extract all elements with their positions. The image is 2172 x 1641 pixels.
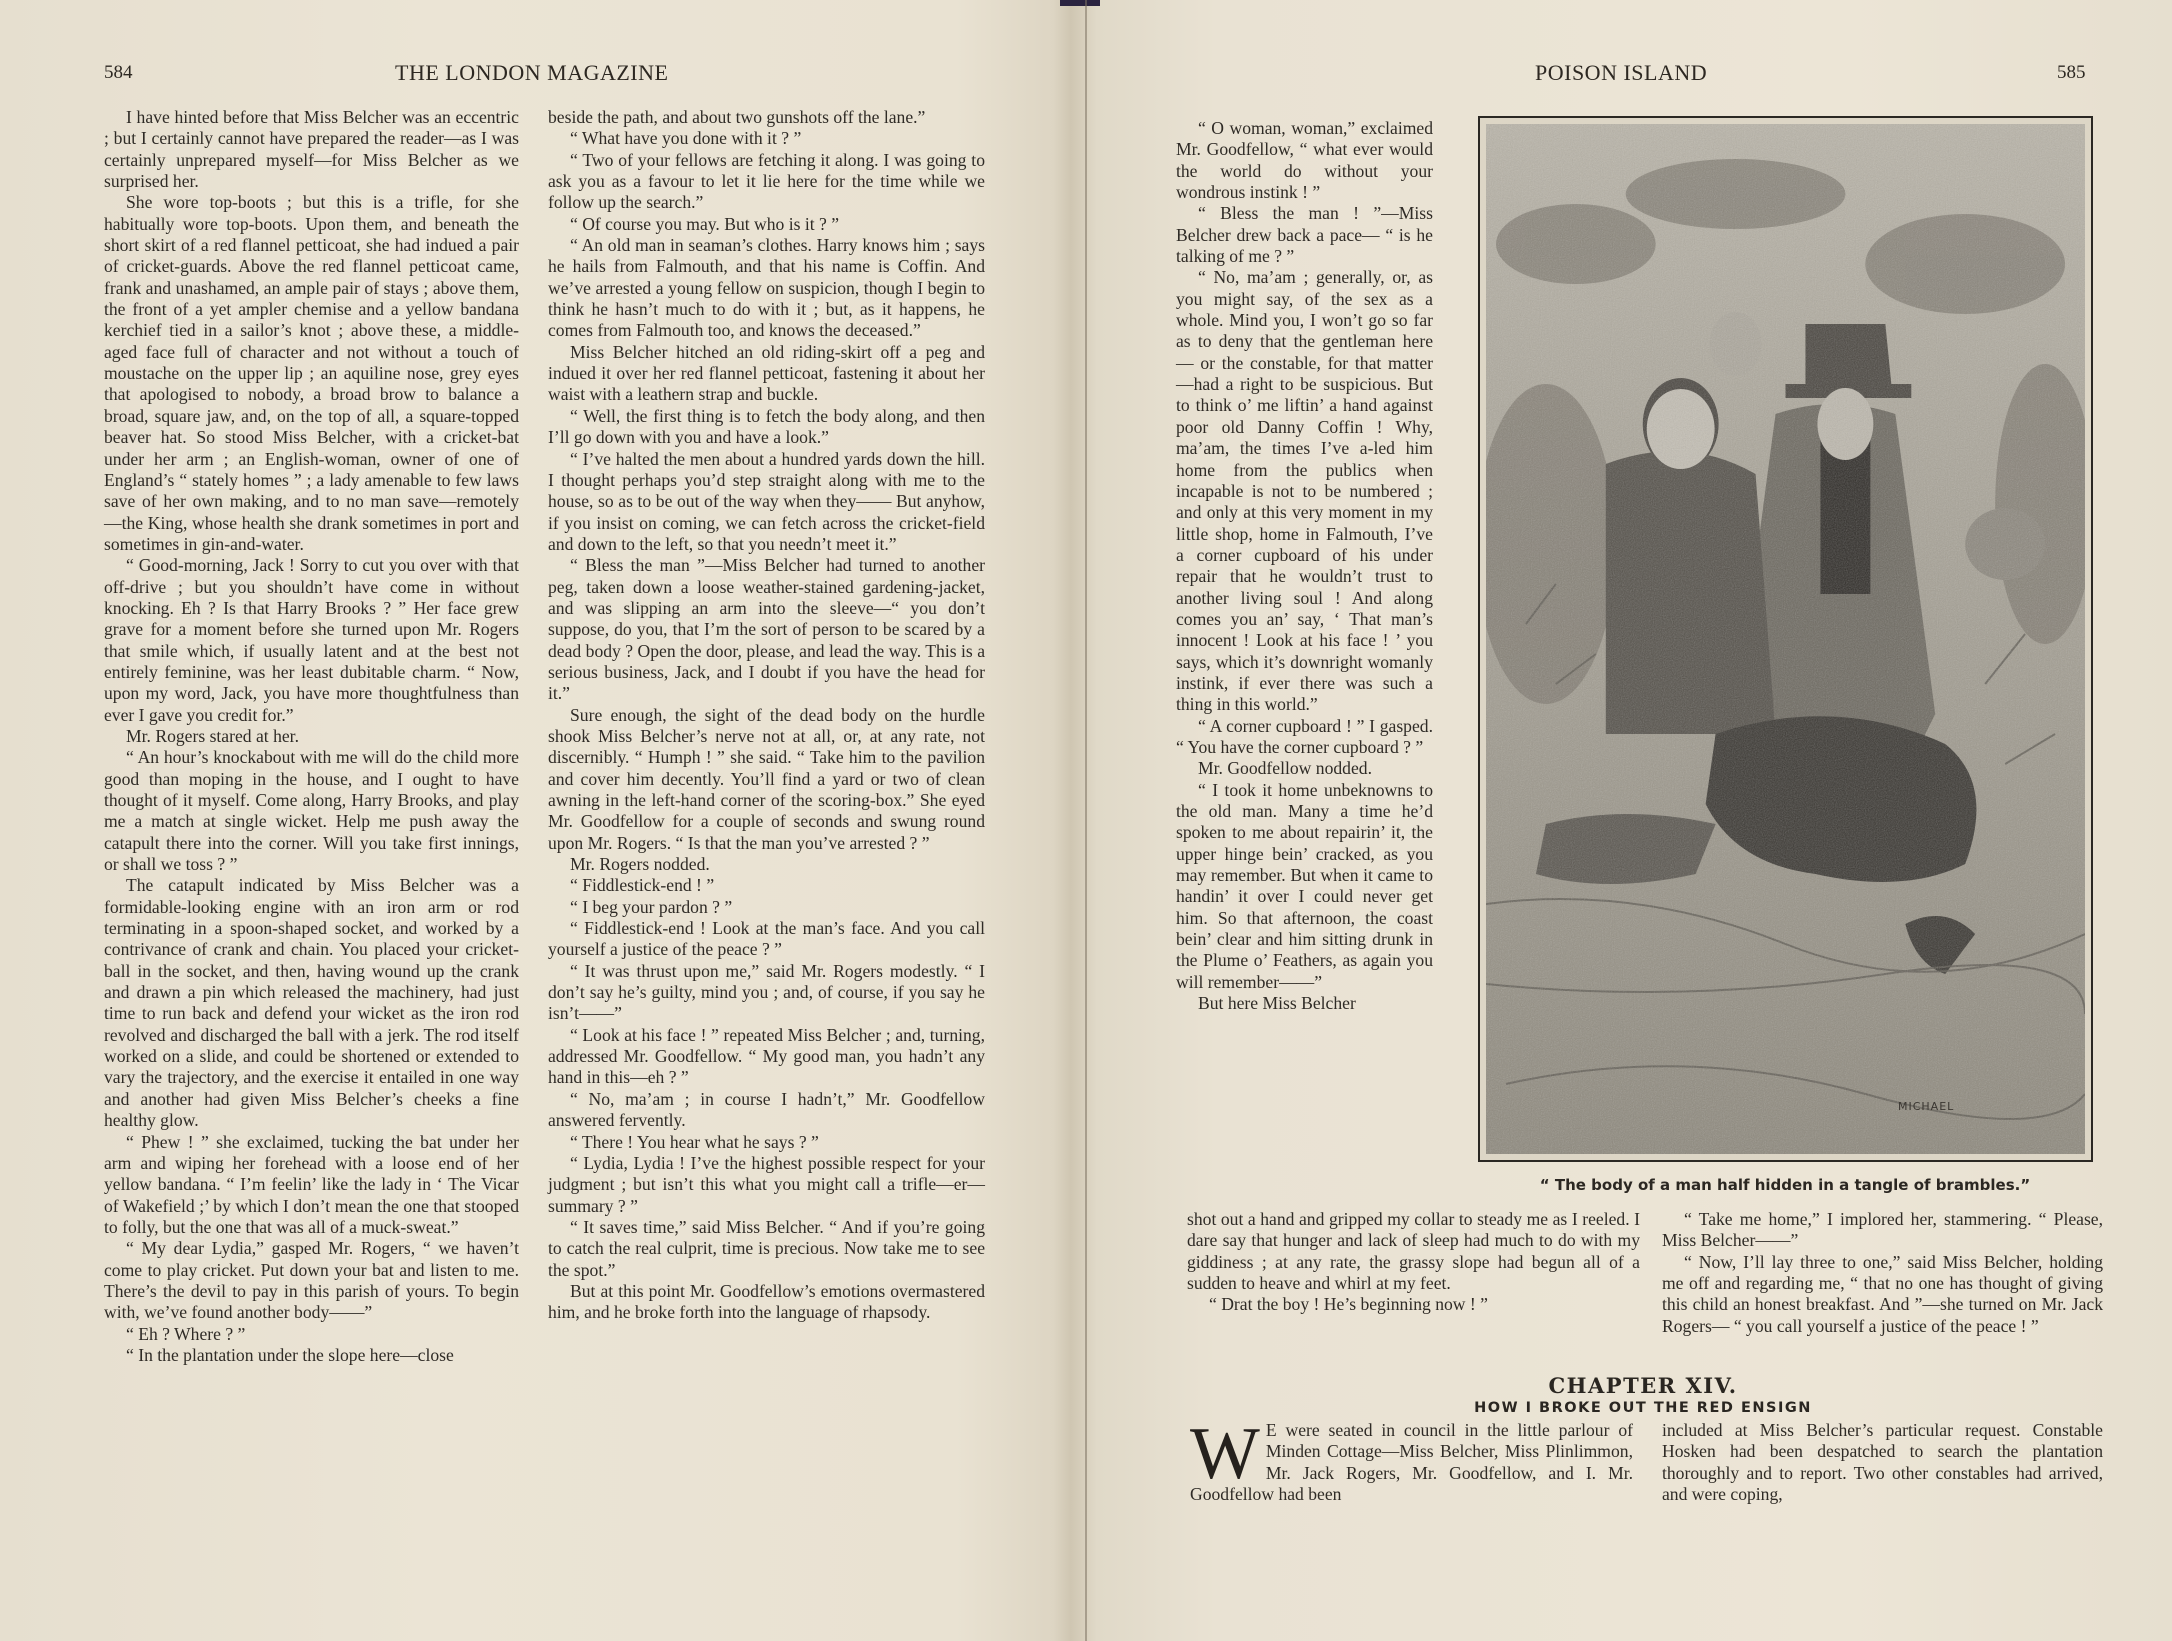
- paragraph: “ Fiddlestick-end ! ”: [570, 875, 715, 896]
- chapter-title: CHAPTER XIV.: [1548, 1373, 1738, 1398]
- paragraph: “ Fiddlestick-end ! Look at the man’s face. And you call yourself a justice of the peace ? ”: [548, 918, 985, 960]
- paragraph: “ Well, the first thing is to fetch the body along, and then I’ll go down with you and have a look.”: [548, 405, 985, 448]
- paragraph: Sure enough, the sight of the dead body on the hurdle shook Miss Belcher’s nerve not at all, or, at any rate, not discernibly. “ Humph ! ” she said. “ Take him to the pavilion and cover him decently. You’ll find a yard or two of clean awning in the left-hand corner of the scoring-box.” She eyed Mr. Goodfellow for a couple of seconds and swung round upon Mr. Rogers. “ Is that the man you’ve arrested ? ”: [548, 704, 985, 853]
- paragraph: “ Bless the man ”—Miss Belcher had turned to another peg, taken down a loose weather-stained gardening-jacket, and was slipping an arm into the sleeve—“ you don’t suppose, do you, that I’m the sort of person to be scared by a dead body ? Open the door, please, and lead the way. This is a serious business, Jack, and I doubt if you have the head for it.”: [548, 555, 985, 704]
- running-head-left: THE LONDON MAGAZINE: [395, 60, 669, 85]
- left-page-column-2: [548, 107, 985, 1324]
- paragraph: I have hinted before that Miss Belcher was an eccentric ; but I certainly cannot have prepared the reader—as I was certainly unprepared myself—for Miss Belcher as we surprised her.: [104, 107, 519, 192]
- illustration: [1478, 116, 2093, 1162]
- illustrator-signature: MICHAEL: [1898, 1100, 1955, 1113]
- paragraph: “ I took it home unbeknowns to the old man. Many a time he’d spoken to me about repairin’ it, the upper hinge bein’ cracked, as you may remember. But when it came to handin’ it over I could never get him. So that afternoon, the coast bein’ clear and him sitting drunk in the Plume o’ Feathers, as again you will remember——”: [1176, 779, 1433, 992]
- running-head-right: POISON ISLAND: [1535, 60, 1708, 85]
- binding-edge: [1060, 0, 1100, 6]
- paragraph: “ There ! You hear what he says ? ”: [570, 1131, 819, 1152]
- paragraph: But at this point Mr. Goodfellow’s emotions overmastered him, and he broke forth into the language of rhapsody.: [548, 1280, 985, 1323]
- paragraph: “ It was thrust upon me,” said Mr. Rogers modestly. “ I don’t say he’s guilty, mind you ; and, of course, if you say he isn’t——”: [548, 960, 985, 1024]
- paragraph: “ Good-morning, Jack ! Sorry to cut you over with that off-drive ; but you shouldn’t have come in without knocking. Eh ? Is that Harry Brooks ? ” Her face grew grave for a moment before she turned upon Mr. Rogers that smile which, if usually latent and at the best not entirely feminine, was her least dubitable charm. “ Now, upon my word, Jack, you have more thoughtfulness than ever I gave you credit for.”: [104, 555, 519, 725]
- paragraph: “ No, ma’am ; in course I hadn’t,” Mr. Goodfellow answered fervently.: [548, 1088, 985, 1131]
- paragraph: “ Drat the boy ! He’s beginning now ! ”: [1209, 1294, 1488, 1315]
- paragraph: “ Now, I’ll lay three to one,” said Miss Belcher, holding me off and regarding me, “ that no one has thought of giving this child an honest breakfast. And ”—she turned on Mr. Jack Rogers— “ you call yourself a justice of the peace ! ”: [1662, 1251, 2103, 1336]
- paragraph: “ It saves time,” said Miss Belcher. “ And if you’re going to catch the real culprit, time is precious. Now take me to see the spot.”: [548, 1216, 985, 1280]
- page-number-right: 585: [2057, 62, 2086, 83]
- paragraph: “ Take me home,” I implored her, stammering. “ Please, Miss Belcher——”: [1662, 1209, 2103, 1251]
- paragraph: “ A corner cupboard ! ” I gasped. “ You have the corner cupboard ? ”: [1176, 715, 1433, 757]
- gutter-fold: [1085, 0, 1087, 1641]
- paragraph: Mr. Rogers stared at her.: [126, 725, 299, 746]
- paragraph: The catapult indicated by Miss Belcher was a formidable-looking engine with an iron arm or rod terminating in a spoon-shaped socket, and worked by a contrivance of crank and chain. You placed your cricket-ball in the socket, and then, having wound up the crank and drawn a pin which released the machinery, had just time to run back and defend your wicket as the iron rod revolved and discharged the ball with a jerk. The rod itself worked on a slide, and could be shortened or extended to vary the trajectory, and the exercise it entailed in one way and another had given Miss Belcher’s cheeks a fine healthy glow.: [104, 875, 519, 1131]
- paragraph: “ I beg your pardon ? ”: [570, 896, 733, 917]
- paragraph: “ My dear Lydia,” gasped Mr. Rogers, “ we haven’t come to play cricket. Put down your bat and listen to me. There’s the devil to pay in this parish of yours. To begin with, we’ve found another body——”: [104, 1238, 519, 1323]
- paragraph: But here Miss Belcher: [1198, 993, 1356, 1014]
- paragraph: “ Eh ? Where ? ”: [126, 1323, 246, 1344]
- paragraph: “ O woman, woman,” exclaimed Mr. Goodfellow, “ what ever would the world do without your wondrous instink ! ”: [1176, 118, 1433, 203]
- paragraph: “ No, ma’am ; generally, or, as you might say, of the sex as a whole. Mind you, I won’t go so far as to deny that the gentleman here— or the constable, for that matter—had a right to be suspicious. But to think o’ me liftin’ a hand against poor old Danny Coffin ! Why, ma’am, the times I’ve a-led him home from the publics when incapable is not to be numbered ; and only at this very moment in my little shop, home in Falmouth, I’ve a corner cupboard of his under repair that he wouldn’t trust to another living soul ! And along comes you an’ say, ‘ That man’s innocent ! Look at his face ! ’ you says, which it’s downright womanly instink, if ever there was such a thing in this world.”: [1176, 267, 1433, 715]
- paragraph: “ I’ve halted the men about a hundred yards down the hill. I thought perhaps you’d step straight along with me to the house, so as to be out of the way when they—— But anyhow, if you insist on coming, we can fetch across the cricket-field and down to the left, so that you needn’t meet it.”: [548, 448, 985, 554]
- paragraph: “ Two of your fellows are fetching it along. I was going to ask you as a favour to let it lie here for the time while we follow up the search.”: [548, 149, 985, 213]
- paragraph: “ What have you done with it ? ”: [570, 128, 802, 149]
- paragraph: “ Bless the man ! ”—Miss Belcher drew back a pace— “ is he talking of me ? ”: [1176, 203, 1433, 267]
- paragraph: “ An old man in seaman’s clothes. Harry knows him ; says he hails from Falmouth, and that his name is Coffin. And we’ve arrested a young fellow on suspicion, though I begin to think he hasn’t much to do with it ; but, as it happens, he comes from Falmouth too, and knows the deceased.”: [548, 235, 985, 341]
- paragraph: beside the path, and about two gunshots off the lane.”: [548, 107, 926, 127]
- paragraph: “ In the plantation under the slope here—close: [126, 1344, 454, 1365]
- paragraph: Miss Belcher hitched an old riding-skirt off a peg and indued it over her red flannel petticoat, fastening it about her waist with a leathern strap and buckle.: [548, 341, 985, 405]
- chapter-text-b: included at Miss Belcher’s particular request. Constable Hosken had been despatched to search the plantation thoroughly and to report. Two other constables had arrived, and were coping,: [1662, 1420, 2103, 1505]
- paragraph: “ Phew ! ” she exclaimed, tucking the bat under her arm and wiping her forehead with a loose end of her yellow bandana. “ I’m feelin’ like the lady in ‘ The Vicar of Wakefield ;’ by which I don’t mean the one that stooped to folly, but the one that was all of a muck-sweat.”: [104, 1131, 519, 1237]
- paragraph: shot out a hand and gripped my collar to steady me as I reeled. I dare say that hunger and lack of sleep had much to do with my giddiness ; at any rate, the grassy slope had begun all of a sudden to heave and whirl at my feet.: [1187, 1209, 1640, 1294]
- right-page-bottom-right-column: [1662, 1209, 2103, 1337]
- paragraph: Mr. Rogers nodded.: [570, 854, 710, 875]
- right-page-bottom-left-column: [1187, 1209, 1640, 1316]
- paragraph: “ An hour’s knockabout with me will do the child more good than moping in the house, and I ought to have thought of it myself. Come along, Harry Brooks, and play me a match at single wicket. Help me push away the catapult there into the corner. Will you take first innings, or shall we toss ? ”: [104, 747, 519, 875]
- paragraph: “ Of course you may. But who is it ? ”: [570, 213, 840, 234]
- paragraph: Mr. Goodfellow nodded.: [1198, 758, 1372, 779]
- chapter-text-a: E were seated in council in the little parlour of Minden Cottage—Miss Belcher, Miss Plinlimmon, Mr. Jack Rogers, Mr. Goodfellow, and I. Mr. Goodfellow had been: [1190, 1420, 1633, 1505]
- chapter-opening-column: [1190, 1413, 1633, 1505]
- chapter-continuation-column: [1662, 1420, 2103, 1505]
- paragraph: She wore top-boots ; but this is a trifle, for she habitually wore top-boots. Upon them, and beneath the short skirt of a red flannel petticoat, she had indued a pair of cricket-guards. Above the red flannel petticoat came, frank and unashamed, an ample pair of stays ; above them, the front of a yet ampler chemise and a yellow bandana kerchief tied in a sailor’s knot ; above these, a middle-aged face full of character and not without a touch of moustache on the upper lip ; an aquiline nose, grey eyes that apologised to nobody, a broad brow to balance a broad, square jaw, and, on the top of all, a square-topped beaver hat. So stood Miss Belcher, with a cricket-bat under her arm ; an English-woman, owner of one of England’s “ stately homes ” ; a lady amenable to few laws save of her own making, and to no man save—remotely —the King, whose health she drank sometimes in port and sometimes in gin-and-water.: [104, 192, 519, 554]
- drop-cap: W: [1190, 1413, 1260, 1495]
- right-page-narrow-column: [1176, 118, 1433, 1014]
- page-number-left: 584: [104, 62, 133, 83]
- paragraph: “ Look at his face ! ” repeated Miss Belcher ; and, turning, addressed Mr. Goodfellow. “ My good man, you hadn’t any hand in this—eh ? ”: [548, 1024, 985, 1088]
- paragraph: “ Lydia, Lydia ! I’ve the highest possible respect for your judgment ; but isn’t this what you might call a trifle—er—summary ? ”: [548, 1152, 985, 1216]
- chapter-subtitle: HOW I BROKE OUT THE RED ENSIGN: [1474, 1400, 1812, 1416]
- left-page-column-1: [104, 107, 519, 1366]
- illustration-drawing: [1486, 124, 2085, 1154]
- illustration-caption: “ The body of a man half hidden in a tangle of brambles.”: [1539, 1176, 2031, 1194]
